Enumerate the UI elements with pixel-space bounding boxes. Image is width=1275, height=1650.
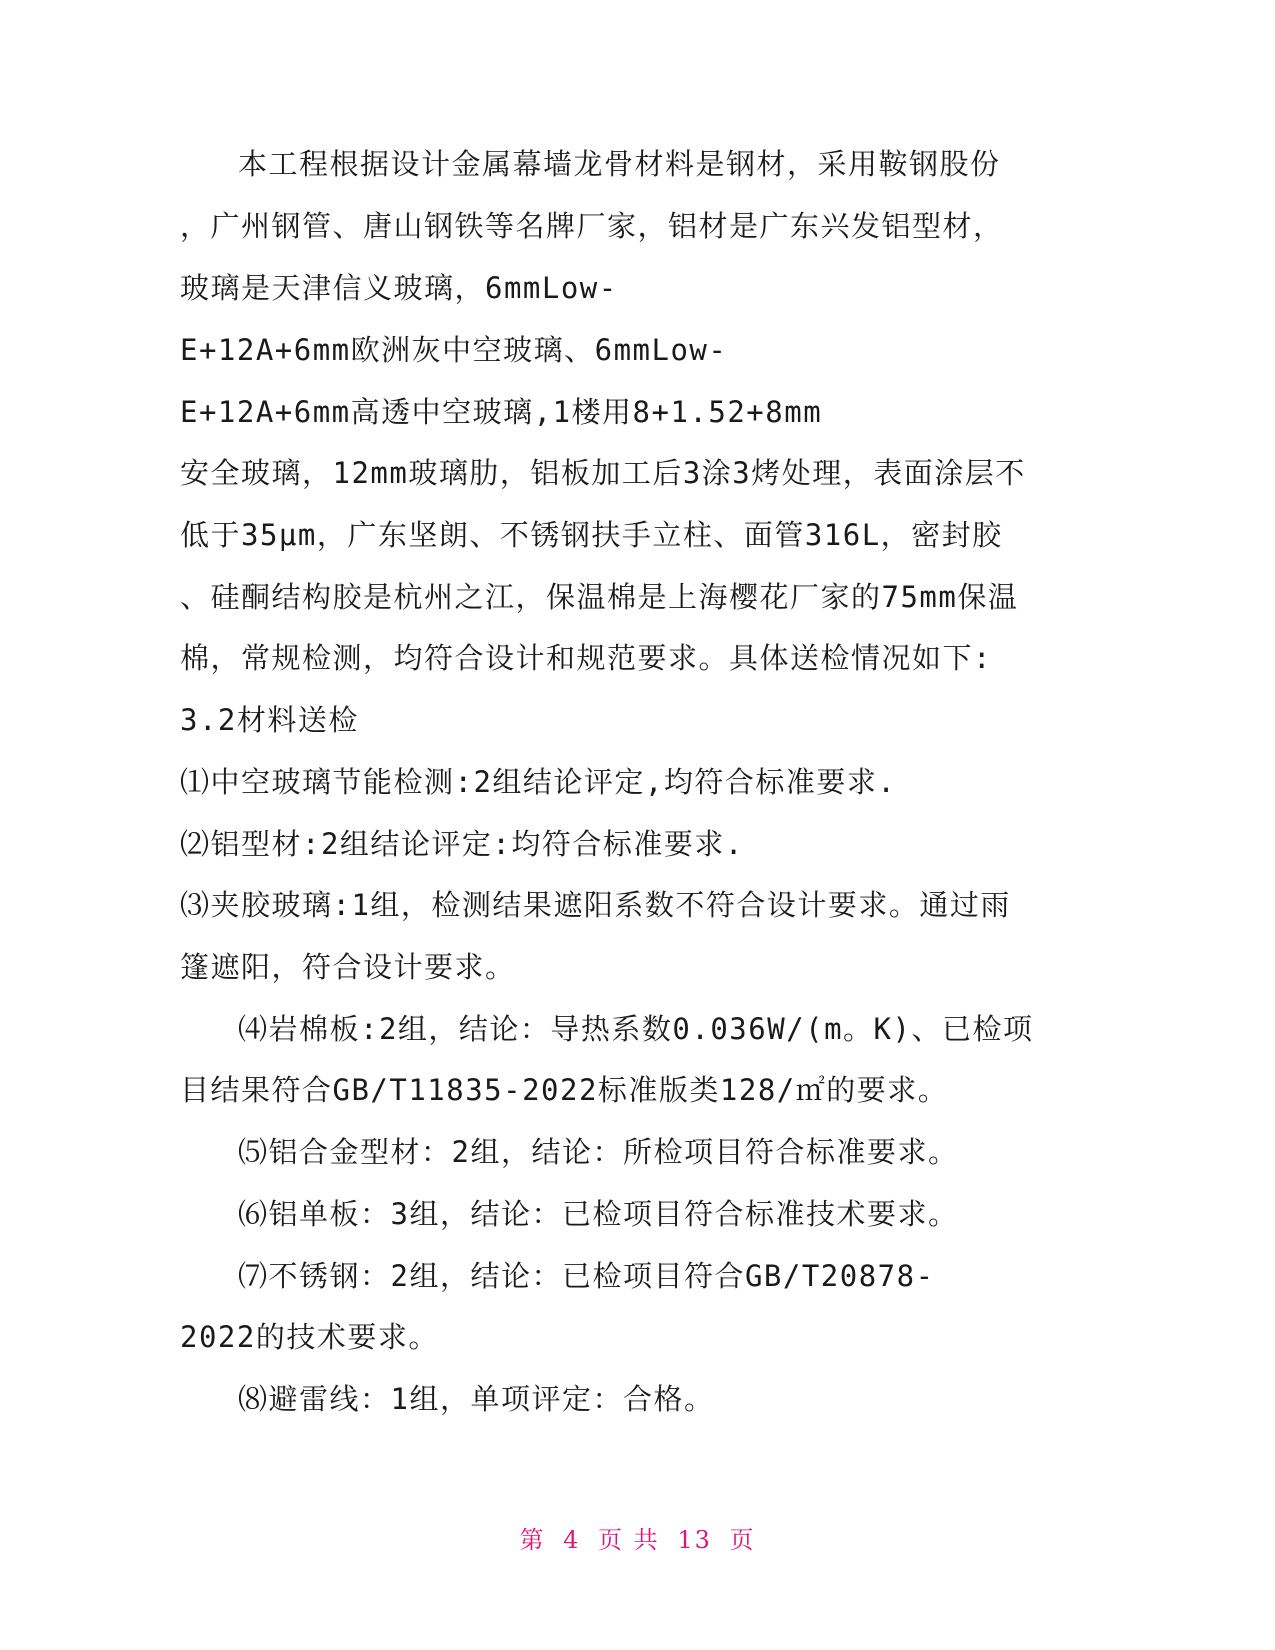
list-item: ⑶夹胶玻璃:1组，检测结果遮阳系数不符合设计要求。通过雨	[180, 888, 1011, 922]
paragraph-line: 安全玻璃，12mm玻璃肋，铝板加工后3涂3烤处理，表面涂层不	[180, 456, 1026, 490]
list-item: ⑷岩棉板:2组，结论：导热系数0.036W/(m。K)、已检项	[238, 1012, 1034, 1046]
list-item: ⑺不锈钢：2组，结论：已检项目符合GB/T20878-	[238, 1259, 935, 1293]
list-item-continuation: 篷遮阳，符合设计要求。	[180, 950, 516, 984]
list-item-continuation: 2022的技术要求。	[180, 1320, 439, 1354]
footer-middle: 页 共	[598, 1526, 660, 1554]
paragraph-line: 本工程根据设计金属幕墙龙骨材料是钢材，采用鞍钢股份	[238, 147, 1001, 181]
paragraph-line: ，广州钢管、唐山钢铁等名牌厂家，铝材是广东兴发铝型材，	[180, 209, 1004, 243]
page-footer	[0, 1520, 1275, 1555]
total-pages-number: 13	[677, 1526, 712, 1554]
paragraph-line: 棉，常规检测，均符合设计和规范要求。具体送检情况如下:	[180, 641, 992, 675]
paragraph-line: E+12A+6mm欧洲灰中空玻璃、6mmLow-	[180, 333, 728, 367]
current-page-number: 4	[563, 1526, 581, 1554]
paragraph-line: 、硅酮结构胶是杭州之江，保温棉是上海樱花厂家的75mm保温	[180, 580, 1019, 614]
list-item: ⑵铝型材:2组结论评定:均符合标准要求.	[180, 827, 744, 861]
section-heading: 3.2材料送检	[180, 703, 359, 737]
paragraph-line: 玻璃是天津信义玻璃，6mmLow-	[180, 271, 618, 305]
paragraph-line: E+12A+6mm高透中空玻璃,1楼用8+1.52+8mm	[180, 395, 823, 429]
footer-prefix: 第	[519, 1526, 546, 1554]
paragraph-line: 低于35μm，广东坚朗、不锈钢扶手立柱、面管316L，密封胶	[180, 518, 1003, 552]
list-item-continuation: 目结果符合GB/T11835-2022标准版类128/㎡的要求。	[180, 1073, 949, 1107]
list-item: ⑴中空玻璃节能检测:2组结论评定,均符合标准要求.	[180, 765, 897, 799]
list-item: ⑻避雷线：1组，单项评定：合格。	[238, 1382, 715, 1416]
list-item: ⑸铝合金型材：2组，结论：所检项目符合标准要求。	[238, 1135, 959, 1169]
footer-suffix: 页	[729, 1526, 756, 1554]
list-item: ⑹铝单板：3组，结论：已检项目符合标准技术要求。	[238, 1197, 959, 1231]
